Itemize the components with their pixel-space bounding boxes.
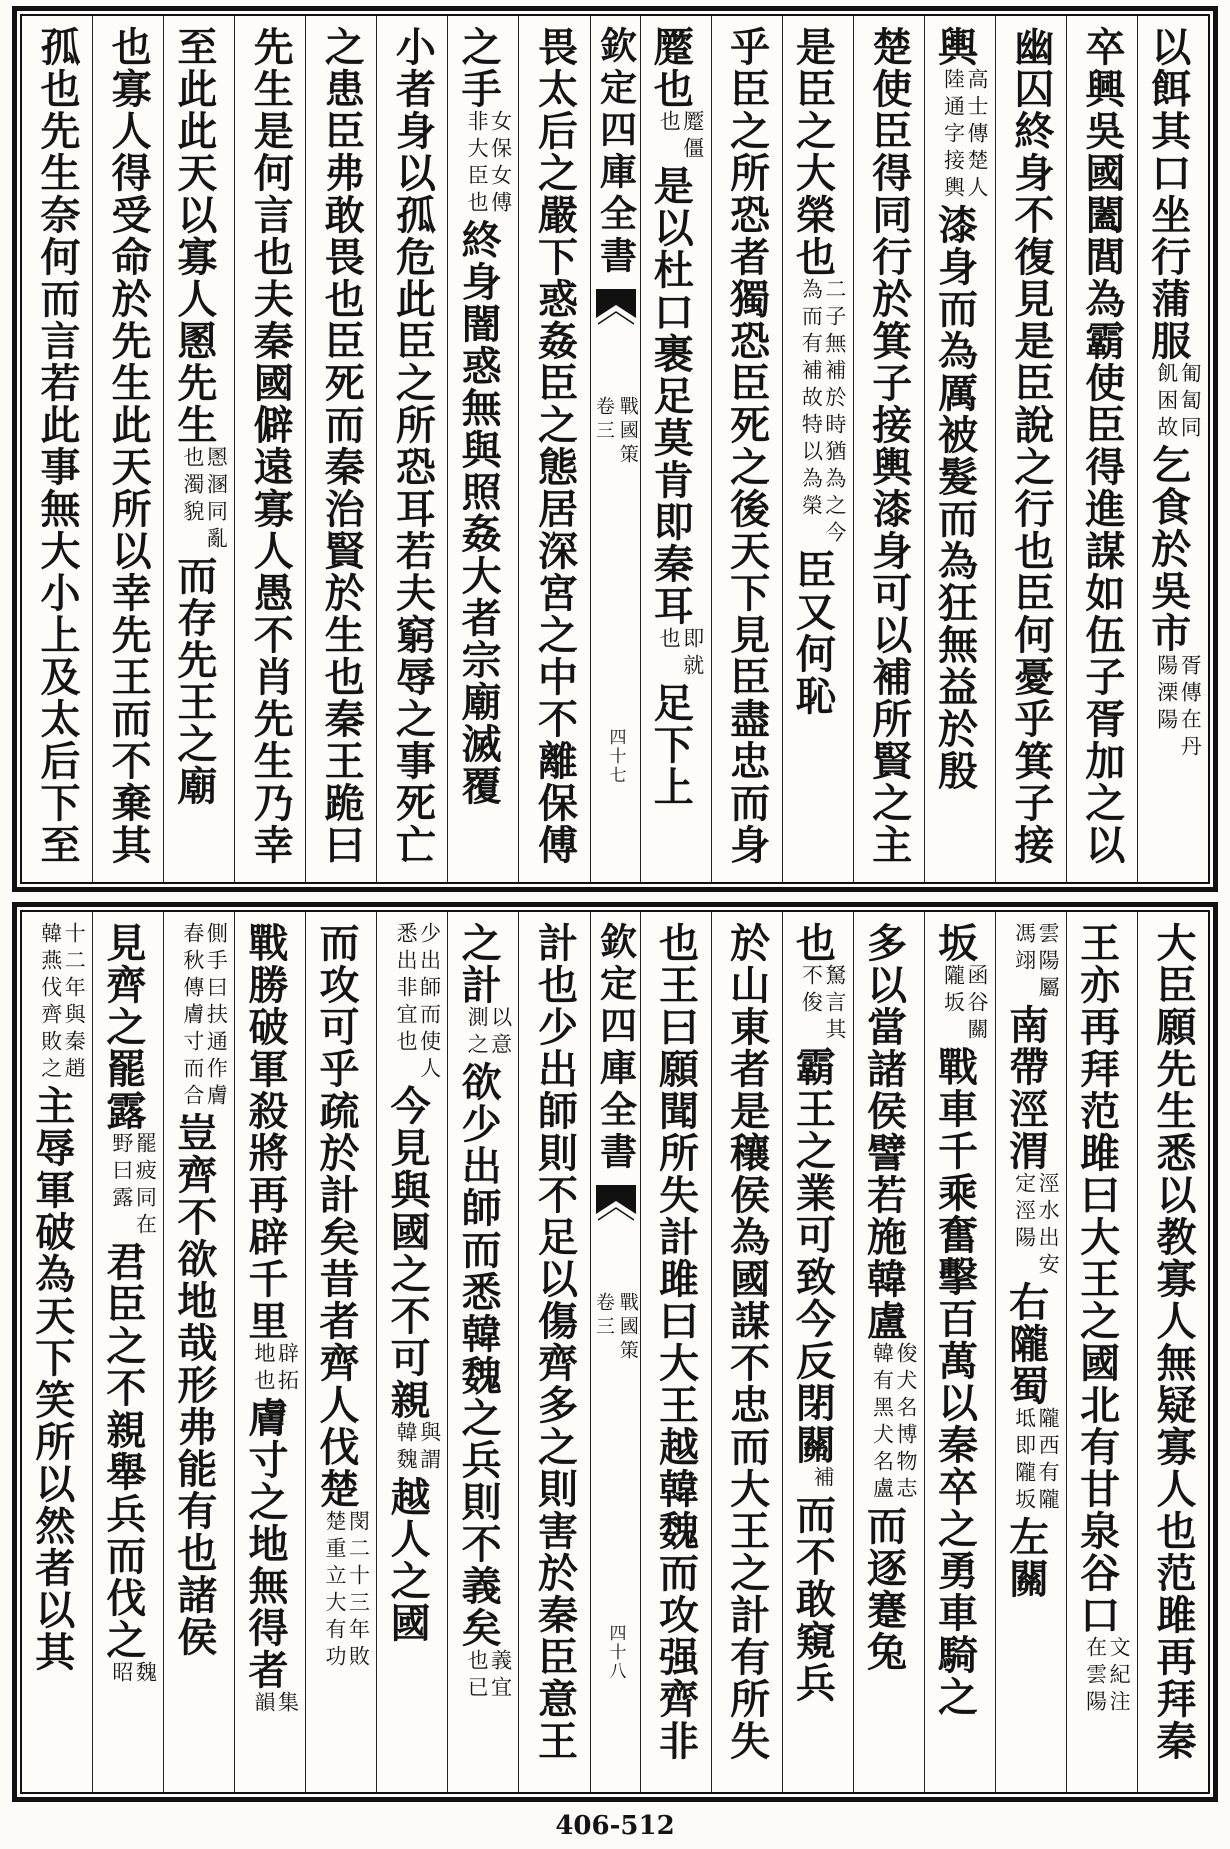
annotation-note: 匍匐同飢困故 <box>1154 362 1203 443</box>
column-line <box>1003 912 1060 1792</box>
main-text: 戰勝破軍殺將再辟千里 <box>241 922 289 1342</box>
annotation-note: 即就也 <box>657 627 705 681</box>
main-text: 小者身以孤危此臣之所恐耳若夫窮辱之事死亡 <box>389 26 437 866</box>
text-column <box>376 912 447 1792</box>
text-column <box>163 912 234 1792</box>
main-text: 而攻可乎疏於計矣昔者齊人伐楚 <box>313 922 361 1510</box>
main-text: 孤也先生奈何而言若此事無大小上及太后下至 <box>34 26 82 866</box>
main-text: 是以杜口裹足莫肯即秦耳 <box>647 165 695 627</box>
column-line <box>34 16 80 882</box>
bottom-page-frame <box>20 910 1210 1794</box>
text-column <box>22 912 92 1792</box>
column-line <box>531 912 577 1792</box>
column-line <box>932 912 989 1792</box>
annotation-note: 與謂韓魏 <box>394 1421 442 1475</box>
main-text: 越人之國 <box>384 1476 432 1644</box>
column-line <box>932 16 989 882</box>
annotation-note: 二子無補於時猶為之今為而有補故特以為榮 <box>799 278 847 548</box>
text-column <box>995 16 1066 882</box>
text-column <box>234 16 305 882</box>
annotation-note: 集韻 <box>251 1691 300 1718</box>
main-text: 也 <box>789 922 837 964</box>
text-column <box>518 912 589 1792</box>
text-column <box>640 912 711 1792</box>
annotation-note: 以意測之 <box>465 1006 513 1060</box>
column-line <box>724 912 770 1792</box>
annotation-note: 女保女傅非大臣也 <box>465 110 513 218</box>
main-text: 畏太后之嚴下惑姦臣之態居深宮之中不離保傅 <box>531 26 579 866</box>
text-column <box>305 16 376 882</box>
main-text: 多以當諸侯譬若施韓盧 <box>860 922 908 1342</box>
main-text: 欲少出師而悉韓魏之兵則不義矣 <box>455 1061 503 1649</box>
annotation-note: 隴西有隴坻即隴坂 <box>1012 1407 1061 1515</box>
main-text: 主辱軍破為天下笑所以然者以其 <box>28 1085 76 1673</box>
column-line <box>866 16 912 882</box>
book-title: 戰國策 <box>616 1292 639 1364</box>
column-line <box>171 912 228 1792</box>
annotation-note: 義宜也已 <box>465 1649 513 1703</box>
text-column <box>640 16 711 882</box>
volume-label: 卷三 <box>593 396 615 444</box>
text-column <box>1137 16 1208 882</box>
column-line <box>724 16 770 882</box>
column-line <box>1079 16 1125 882</box>
main-text: 之手 <box>455 26 503 110</box>
text-column <box>853 912 924 1792</box>
annotation-note: 少出師而使人悉出非宜也 <box>394 922 442 1084</box>
center-fold-column <box>590 912 640 1792</box>
annotation-note: 涇水出安定涇陽 <box>1012 1172 1061 1280</box>
main-text: 王亦再拜范雎曰大王之國北有甘泉谷口 <box>1073 922 1121 1636</box>
center-fold-column <box>590 16 640 882</box>
column-line <box>653 912 699 1792</box>
column-line <box>1145 16 1202 882</box>
folio-number: 四十七 <box>605 728 626 785</box>
annotation-note: 蹷僵也 <box>657 110 705 164</box>
main-text: 右隴蜀 <box>1002 1281 1050 1407</box>
text-column <box>782 16 853 882</box>
main-text: 也寡人得受命於先生此天所以幸先王而不棄其 <box>105 26 153 866</box>
column-line <box>1074 912 1131 1792</box>
text-column <box>1137 912 1208 1792</box>
annotation-note: 雲陽屬馮翊 <box>1012 922 1061 1003</box>
main-text: 以餌其口坐行蒲服 <box>1144 26 1192 362</box>
book-label-group <box>591 1292 641 1364</box>
main-text: 乞食於吳市 <box>1144 444 1192 654</box>
text-column <box>376 16 447 882</box>
main-text: 楚使臣得同行於箕子接輿漆身可以補所賢之主 <box>865 26 913 866</box>
text-column <box>924 16 995 882</box>
text-column <box>924 912 995 1792</box>
volume-label: 卷三 <box>593 1292 615 1340</box>
main-text: 南帶涇渭 <box>1002 1004 1050 1172</box>
column-line <box>860 912 917 1792</box>
main-text: 也王曰願聞所失計雎曰大王越韓魏而攻强齊非 <box>652 922 700 1762</box>
text-column <box>711 16 782 882</box>
text-column <box>711 912 782 1792</box>
main-text: 幽囚終身不復見是臣說之行也臣何憂乎箕子接 <box>1007 26 1055 866</box>
text-column <box>782 912 853 1792</box>
main-text: 而不敢窺兵 <box>789 1494 837 1704</box>
column-line <box>29 912 86 1792</box>
column-line <box>318 16 364 882</box>
main-text: 今見與國之不可親 <box>384 1085 432 1421</box>
text-column <box>163 16 234 882</box>
column-line <box>313 912 370 1792</box>
column-line <box>789 16 846 882</box>
main-text: 於山東者是穰侯為國謀不忠而大王之計有所失 <box>723 922 771 1762</box>
main-text: 卒興吳國闔閭為霸使臣得進謀如伍子胥加之以 <box>1078 26 1126 866</box>
text-column <box>92 16 163 882</box>
main-text: 漆身而為厲被髮而為狂無益於殷 <box>931 204 979 792</box>
top-page-panel <box>12 6 1218 892</box>
main-text: 而存先王之廟 <box>170 555 218 807</box>
main-text: 足下上 <box>647 682 695 808</box>
text-column <box>995 912 1066 1792</box>
text-column <box>92 912 163 1792</box>
text-column <box>447 912 518 1792</box>
text-column <box>234 912 305 1792</box>
main-text: 終身闇惑無與照姦大者宗廟滅覆 <box>455 219 503 807</box>
column-line <box>389 16 435 882</box>
main-text: 輿 <box>931 26 979 68</box>
annotation-note: 閔二十三年敗楚重立大有功 <box>323 1510 371 1672</box>
main-text: 之患臣弗敢畏也臣死而秦治賢於生也秦王跪曰 <box>318 26 366 866</box>
annotation-note: 側手曰扶通作膚春秋傳膚寸而合 <box>180 922 229 1111</box>
main-text: 蹷也 <box>647 26 695 110</box>
main-text: 豈齊不欲地哉形弗能有也諸侯 <box>170 1112 218 1658</box>
main-text: 大臣願先生悉以教寡人無疑寡人也范雎再拜秦 <box>1149 922 1197 1762</box>
main-text: 計也少出師則不足以傷齊多之則害於秦臣意王 <box>531 922 579 1762</box>
main-text: 至此此天以寡人慁先生 <box>170 26 218 446</box>
annotation-note: 俊犬名博物志韓有黑犬名盧 <box>870 1342 918 1504</box>
fishtail-icon <box>594 1184 638 1228</box>
bottom-page-panel <box>12 902 1218 1802</box>
column-line <box>1008 16 1054 882</box>
main-text: 臣又何恥 <box>789 549 837 717</box>
folio-number: 四十八 <box>605 1624 626 1681</box>
page-number: 406-512 <box>555 1811 675 1841</box>
main-text: 而逐蹇兔 <box>860 1505 908 1673</box>
column-line <box>455 16 512 882</box>
column-line <box>242 912 299 1792</box>
annotation-note: 胥傳在丹陽溧陽 <box>1154 654 1203 762</box>
column-line <box>171 16 228 882</box>
column-line <box>247 16 293 882</box>
column-line <box>647 16 704 882</box>
column-line <box>531 16 577 882</box>
annotation-note: 慁溷同亂也濁貌 <box>180 446 229 554</box>
main-text: 先生是何言也夫秦國僻遠寡人愚不肖先生乃幸 <box>247 26 295 866</box>
annotation-note: 高士傳楚人陸通字接輿 <box>941 68 990 203</box>
main-text: 見齊之罷露 <box>99 922 147 1132</box>
text-column <box>447 16 518 882</box>
text-column <box>305 912 376 1792</box>
main-text: 坂 <box>931 922 979 964</box>
annotation-note: 函谷關隴坂 <box>941 964 990 1045</box>
annotation-note: 魏昭 <box>109 1661 158 1688</box>
column-line <box>384 912 441 1792</box>
fishtail-icon <box>594 288 638 332</box>
main-text: 霸王之業可致今反閉關 <box>789 1046 837 1466</box>
text-column <box>518 16 589 882</box>
main-text: 之計 <box>455 922 503 1006</box>
book-title: 戰國策 <box>616 396 639 468</box>
column-line <box>100 912 157 1792</box>
annotation-note: 補 <box>811 1466 836 1493</box>
annotation-note: 辟拓地也 <box>251 1342 300 1396</box>
main-text: 膚寸之地無得者 <box>241 1397 289 1691</box>
annotation-note: 駑言其不俊 <box>799 964 847 1045</box>
column-line <box>455 912 512 1792</box>
main-text: 乎臣之所恐者獨恐臣死之後天下見臣盡忠而身 <box>723 26 771 866</box>
text-column <box>1066 16 1137 882</box>
annotation-note: 罷疲同在野曰露 <box>109 1132 158 1240</box>
book-label-group <box>591 396 641 468</box>
annotation-note: 十二年與秦趙韓燕伐齊敗之 <box>38 922 87 1084</box>
collection-title: 欽定四庫全書 <box>593 922 638 1174</box>
main-text: 是臣之大榮也 <box>789 26 837 278</box>
main-text: 戰車千乘奮擊百萬以秦卒之勇車騎之 <box>931 1046 979 1718</box>
column-line <box>789 912 846 1792</box>
text-column <box>853 16 924 882</box>
text-column <box>22 16 92 882</box>
text-column <box>1066 912 1137 1792</box>
collection-title: 欽定四庫全書 <box>593 26 638 278</box>
main-text: 君臣之不親舉兵而伐之 <box>99 1241 147 1661</box>
column-line <box>1150 912 1196 1792</box>
top-page-frame <box>20 14 1210 884</box>
annotation-note: 文紀注在雲陽 <box>1083 1636 1132 1717</box>
main-text: 左關 <box>1002 1516 1050 1600</box>
column-line <box>105 16 151 882</box>
